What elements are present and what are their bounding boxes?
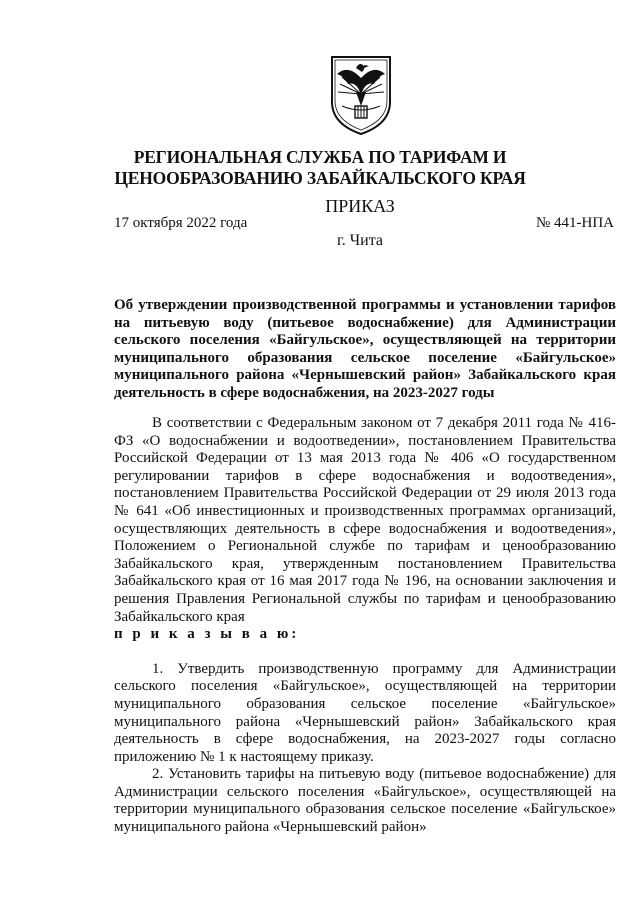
order-item-2: 2. Установить тарифы на питьевую воду (питьевое водоснабжение) для Администрации сельского поселения «Байгульское», осуществляющей на территории муниципального образования сельское поселение «Байгульское» муниципального района «Чернышевский район» xyxy=(114,766,616,836)
organization-title-line-1: РЕГИОНАЛЬНАЯ СЛУЖБА ПО ТАРИФАМ И xyxy=(133,147,507,167)
document-number: № 441-НПА xyxy=(535,215,614,231)
document-type: ПРИКАЗ xyxy=(325,196,395,216)
organization-title xyxy=(60,147,580,189)
organization-title-line-2: ЦЕНООБРАЗОВАНИЮ ЗАБАЙКАЛЬСКОГО КРАЯ xyxy=(114,168,526,188)
document-date: 17 октября 2022 года xyxy=(114,215,248,231)
preamble-paragraph: В соответствии с Федеральным законом от 7 декабря 2011 года № 416-ФЗ «О водоснабжении и водоотведении», постановлением Правительства Российской Федерации от 13 мая 2013 года № 406 «О государственном регулировании тарифов в сфере водоснабжения и водоотведения», постановлением Правительства Российской Федерации от 29 июля 2013 года № 641 «Об инвестиционных и производственных программах организаций, осуществляющих деятельность в сфере водоснабжения и водоотведения», Положением о Региональной службе по тарифам и ценообразованию Забайкальского края, утвержденным постановлением Правительства Забайкальского края от 16 мая 2017 года № 196, на основании заключения и решения Правления Региональной службы по тарифам и ценообразованию Забайкальского края xyxy=(114,415,616,625)
order-item-1: 1. Утвердить производственную программу для Администрации сельского поселения «Байгульское», осуществляющей на территории муниципального образования сельское поселение «Байгульское» муниципального района «Чернышевский район» Забайкальского края деятельность в сфере водоснабжения, на 2023-2027 годы согласно приложению № 1 к настоящему приказу. xyxy=(114,660,616,765)
document-subject: Об утверждении производственной программы и установлении тарифов на питьевую воду (питьевое водоснабжение) для Администрации сельского поселения «Байгульское», осуществляющей на территории муниципального образования сельское поселение «Байгульское» муниципального района «Чернышевский район» Забайкальского края деятельность в сфере водоснабжения, на 2023-2027 годы xyxy=(114,297,616,401)
document-city: г. Чита xyxy=(336,232,383,249)
document-body xyxy=(114,415,616,837)
coat-of-arms-icon xyxy=(328,54,394,136)
order-directive: п р и к а з ы в а ю: xyxy=(114,626,300,643)
